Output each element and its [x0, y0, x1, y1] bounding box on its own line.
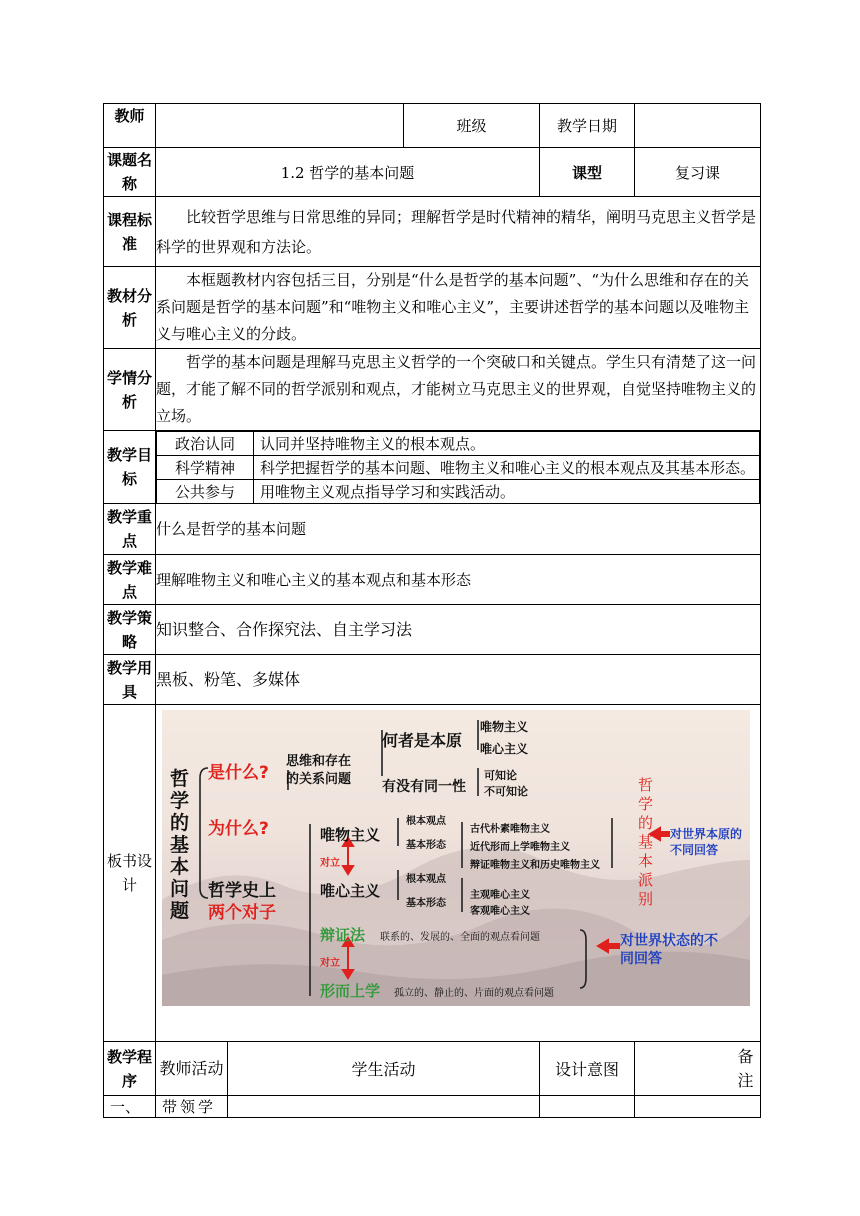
board-q2: 为什么? [208, 819, 269, 839]
goal-key: 公共参与 [157, 480, 254, 504]
board-origin-ideal: 唯心主义 [480, 742, 529, 756]
board-relation-a: 思维和存在 [286, 754, 352, 769]
board-origin: 何者是本原 [382, 731, 463, 750]
type-label: 课型 [540, 148, 635, 197]
procedure-remark [635, 1096, 761, 1118]
board-relation-b: 的关系问题 [286, 772, 352, 787]
teacher-label: 教师 [104, 104, 156, 148]
procedure-teacher: 带领学 [156, 1096, 228, 1118]
material-label: 教材分析 [104, 267, 156, 349]
board-q1: 是什么? [208, 763, 269, 783]
board-mat-form1: 古代朴素唯物主义 [470, 824, 550, 835]
goal-key: 政治认同 [157, 432, 254, 456]
goal-value: 科学把握哲学的基本问题、唯物主义和唯心主义的根本观点及其基本形态。 [254, 456, 760, 480]
tools-label: 教学用具 [104, 655, 156, 705]
difficulty-text: 理解唯物主义和唯心主义的基本观点和基本形态 [156, 555, 761, 605]
topic-value: 1.2 哲学的基本问题 [156, 148, 540, 197]
board-oppose-2: 对立 [320, 958, 340, 969]
procedure-label: 教学程序 [104, 1042, 156, 1096]
board-diagram [162, 710, 750, 1006]
board-note-origin: 对世界本原的不同回答 [670, 827, 743, 857]
board-mat-form3: 辩证唯物主义和历史唯物主义 [470, 860, 600, 871]
lesson-plan-table [103, 103, 761, 1118]
board-main-title: 哲学的基本问题 [170, 768, 190, 922]
procedure-student [228, 1096, 540, 1118]
board-cell [156, 705, 761, 1042]
goals-table [156, 431, 760, 503]
board-metaphysics-desc: 孤立的、静止的、片面的观点看问题 [394, 988, 554, 999]
board-mat-form2: 近代形而上学唯物主义 [470, 842, 570, 853]
board-ideal-view: 根本观点 [406, 874, 446, 885]
strategy-text: 知识整合、合作探究法、自主学习法 [156, 605, 761, 655]
board-ideal-form2: 客观唯心主义 [470, 906, 530, 917]
focus-label: 教学重点 [104, 504, 156, 555]
date-label: 教学日期 [540, 104, 635, 148]
board-knowable: 可知论 [484, 769, 517, 782]
board-dialectics: 辩证法 [320, 926, 366, 944]
student-activity-header: 学生活动 [228, 1042, 540, 1096]
design-intent-header: 设计意图 [540, 1042, 635, 1096]
goals-cell [156, 431, 761, 504]
procedure-step: 一、 [104, 1096, 156, 1118]
board-mat-form: 基本形态 [406, 840, 446, 851]
board-side-red: 哲学的基本派别 [638, 776, 654, 908]
difficulty-label: 教学难点 [104, 555, 156, 605]
situation-label: 学情分析 [104, 349, 156, 431]
board-idealism: 唯心主义 [320, 882, 381, 900]
board-q3-a: 哲学史上 [208, 881, 276, 901]
board-ideal-form: 基本形态 [406, 898, 446, 909]
date-value [635, 104, 761, 148]
procedure-intent [540, 1096, 635, 1118]
standard-text: 比较哲学思维与日常思维的异同；理解哲学是时代精神的精华，阐明马克思主义哲学是科学的世界观和方法论。 [156, 197, 761, 267]
board-note-state: 对世界状态的不同回答 [620, 933, 718, 967]
strategy-label: 教学策略 [104, 605, 156, 655]
board-ideal-form1: 主观唯心主义 [470, 890, 530, 901]
topic-label: 课题名称 [104, 148, 156, 197]
tools-text: 黑板、粉笔、多媒体 [156, 655, 761, 705]
teacher-value [156, 104, 404, 148]
type-value: 复习课 [635, 148, 761, 197]
board-identity: 有没有同一性 [382, 779, 466, 795]
goal-key: 科学精神 [157, 456, 254, 480]
board-label: 板书设计 [104, 705, 156, 1042]
board-origin-mat: 唯物主义 [480, 720, 529, 734]
board-mat-view: 根本观点 [406, 816, 446, 827]
board-q3-b: 两个对子 [208, 903, 276, 923]
board-materialism: 唯物主义 [320, 826, 381, 844]
situation-text: 哲学的基本问题是理解马克思主义哲学的一个突破口和关键点。学生只有清楚了这一问题，才能了解不同的哲学派别和观点，才能树立马克思主义的世界观，自觉坚持唯物主义的立场。 [156, 349, 761, 431]
goal-value: 用唯物主义观点指导学习和实践活动。 [254, 480, 760, 504]
focus-text: 什么是哲学的基本问题 [156, 504, 761, 555]
standard-label: 课程标准 [104, 197, 156, 267]
material-text: 本框题教材内容包括三目，分别是“什么是哲学的基本问题”、“为什么思维和存在的关系问题是哲学的基本问题”和“唯物主义和唯心主义”，主要讲述哲学的基本问题以及唯物主义与唯心主义的分歧。 [156, 267, 761, 349]
goal-value: 认同并坚持唯物主义的根本观点。 [254, 432, 760, 456]
class-label: 班级 [404, 104, 540, 148]
board-oppose-1: 对立 [320, 858, 340, 869]
remark-header: 备注 [635, 1042, 761, 1096]
teacher-activity-header: 教师活动 [156, 1042, 228, 1096]
board-metaphysics: 形而上学 [320, 982, 381, 1000]
board-unknowable: 不可知论 [484, 785, 528, 798]
board-dialectics-desc: 联系的、发展的、全面的观点看问题 [380, 932, 540, 943]
goals-label: 教学目标 [104, 431, 156, 504]
